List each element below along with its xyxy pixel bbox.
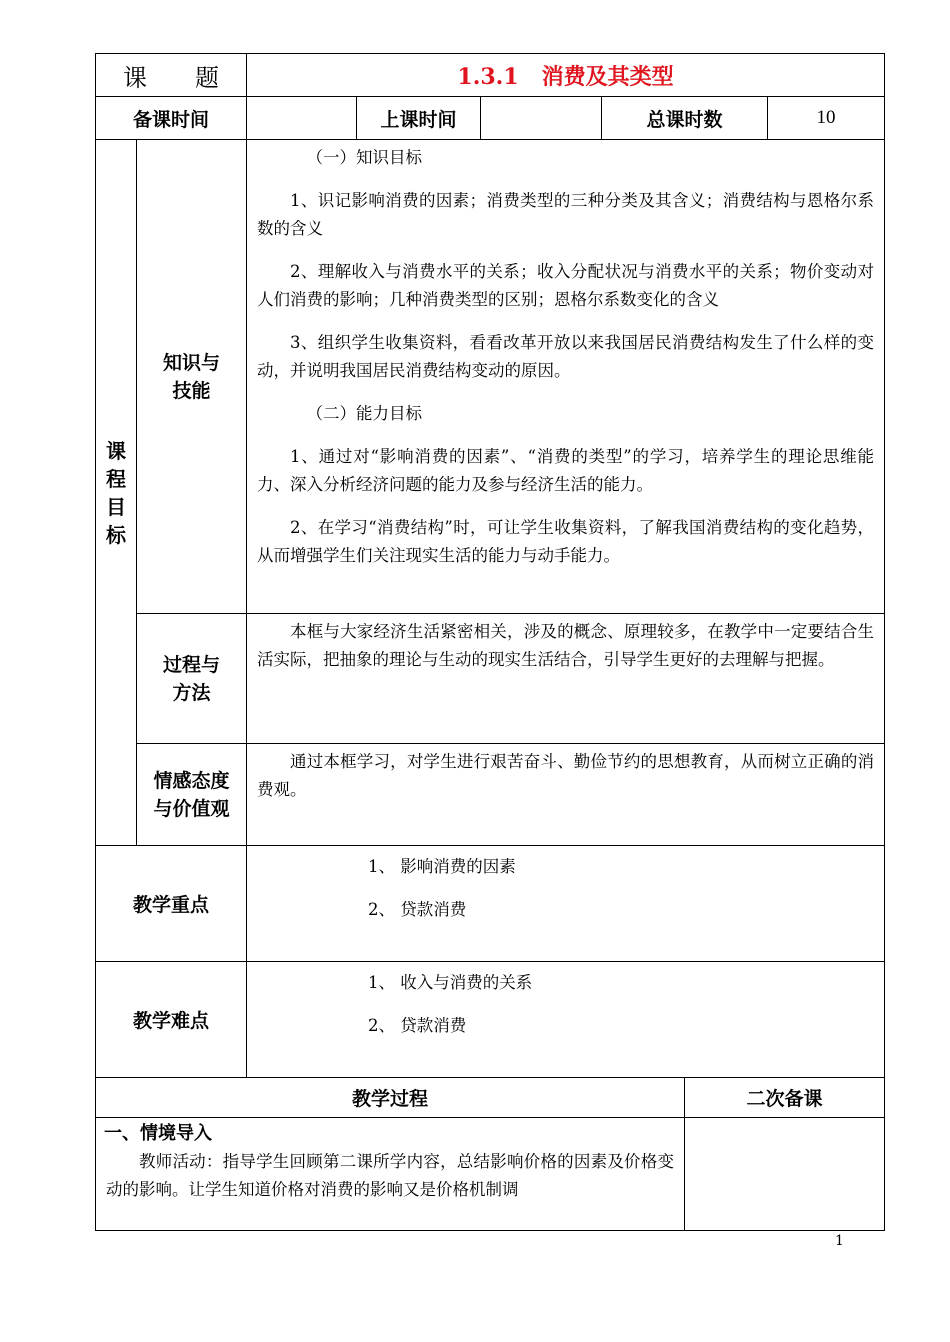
key-points-list: [247, 846, 885, 962]
prep-time-value: [247, 97, 357, 140]
knowledge-skills-label: [137, 140, 247, 614]
label-line: 过程与: [162, 653, 220, 676]
topic-label: 课 题: [123, 63, 219, 92]
difficult-points-label: 教学难点: [96, 962, 247, 1078]
page-number: 1: [835, 1233, 844, 1249]
list-item: 1、 影响消费的因素: [368, 857, 516, 876]
paragraph: 1、通过对“影响消费的因素”、“消费的类型”的学习，培养学生的理论思维能力、深入分析经济问题的能力及参与经济生活的能力。: [257, 447, 875, 494]
objective-char: 目: [106, 494, 126, 519]
section-title: 一、情境导入: [104, 1123, 212, 1144]
lesson-name: 消费及其类型: [541, 63, 674, 90]
paragraph: 2、理解收入与消费水平的关系；收入分配状况与消费水平的关系；物价变动对人们消费的影响；几种消费类型的区别；恩格尔系数变化的含义: [257, 262, 875, 309]
paragraph: 通过本框学习，对学生进行艰苦奋斗、勤俭节约的思想教育，从而树立正确的消费观。: [257, 752, 875, 799]
label-line: 与价值观: [153, 797, 230, 820]
second-prep-header: 二次备课: [685, 1078, 885, 1118]
class-time-label: 上课时间: [357, 97, 481, 140]
process-methods-content: [247, 614, 885, 744]
paragraph: 教师活动：指导学生回顾第二课所学内容，总结影响价格的因素及价格变动的影响。让学生知道价格对消费的影响又是价格机制调: [106, 1152, 674, 1199]
class-time-value: [481, 97, 602, 140]
teaching-process-header: 教学过程: [96, 1078, 685, 1118]
total-hours-value: 10: [768, 97, 885, 140]
course-objectives-label: [96, 140, 137, 846]
emotion-values-content: [247, 744, 885, 846]
process-methods-label: [137, 614, 247, 744]
paragraph: 1、识记影响消费的因素；消费类型的三种分类及其含义；消费结构与恩格尔系数的含义: [257, 191, 875, 238]
paragraph: （一）知识目标: [306, 148, 422, 167]
label-line: 情感态度: [153, 769, 230, 792]
objective-char: 标: [106, 522, 126, 547]
label-line: 技能: [172, 379, 211, 402]
paragraph: 2、在学习“消费结构”时，可让学生收集资料，了解我国消费结构的变化趋势，从而增强学生们关注现实生活的能力与动手能力。: [257, 518, 875, 565]
objective-char: 课: [106, 438, 126, 463]
emotion-values-label: [137, 744, 247, 846]
knowledge-skills-content: [247, 140, 885, 614]
lesson-title: [247, 54, 885, 97]
paragraph: （二）能力目标: [306, 404, 422, 423]
lesson-plan-table: [95, 53, 885, 1231]
total-hours-label: 总课时数: [602, 97, 768, 140]
paragraph: 本框与大家经济生活紧密相关，涉及的概念、原理较多，在教学中一定要结合生活实际，把抽象的理论与生动的现实生活结合，引导学生更好的去理解与把握。: [257, 622, 875, 669]
lesson-number: 1.3.1: [457, 63, 519, 90]
difficult-points-list: [247, 962, 885, 1078]
objective-char: 程: [106, 466, 126, 491]
second-prep-content: [685, 1118, 885, 1231]
label-line: 方法: [172, 681, 211, 704]
list-item: 2、 贷款消费: [368, 1016, 467, 1035]
list-item: 1、 收入与消费的关系: [368, 973, 533, 992]
label-line: 知识与: [162, 351, 220, 374]
key-points-label: 教学重点: [96, 846, 247, 962]
list-item: 2、 贷款消费: [368, 900, 467, 919]
teaching-process-content: [96, 1118, 685, 1231]
topic-label-cell: [96, 54, 247, 97]
prep-time-label: 备课时间: [96, 97, 247, 140]
paragraph: 3、组织学生收集资料，看看改革开放以来我国居民消费结构发生了什么样的变动，并说明我国居民消费结构变动的原因。: [257, 333, 875, 380]
